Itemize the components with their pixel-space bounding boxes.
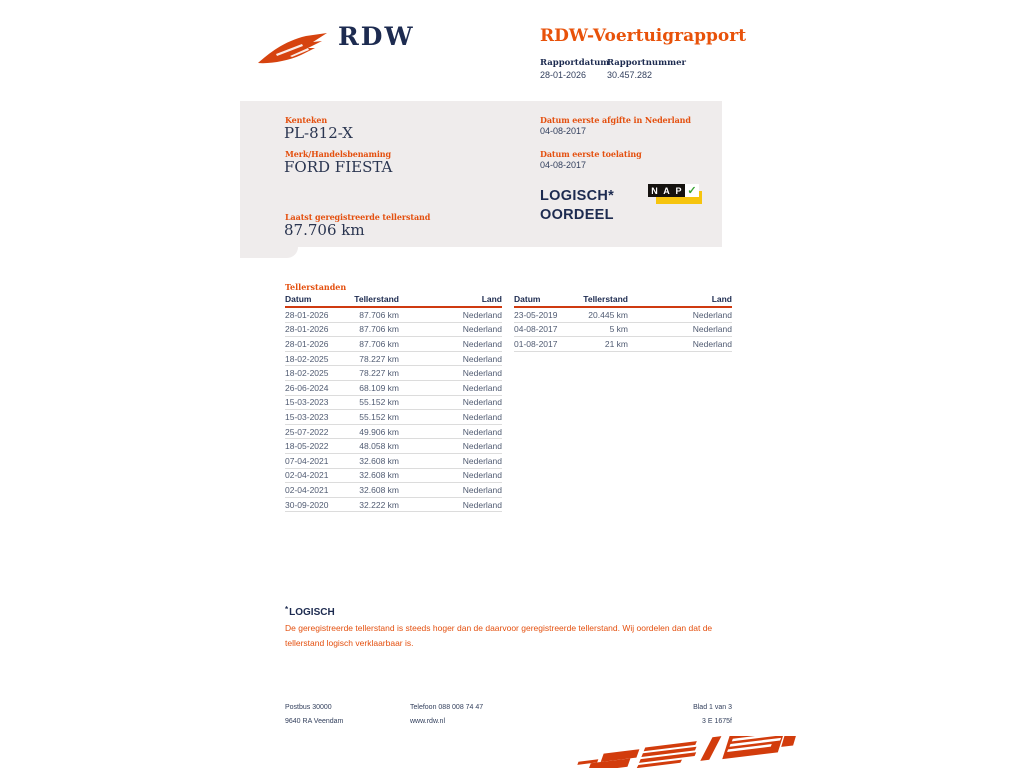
- oordeel-text: [540, 187, 614, 224]
- cell-land: Nederland: [462, 499, 502, 510]
- cell-land: Nederland: [462, 338, 502, 349]
- col-datum: Datum: [285, 294, 312, 304]
- table-row: [285, 366, 502, 381]
- footer-address-line2: 9640 RA Veendam: [285, 718, 344, 725]
- footer-form-code: 3 E 1675f: [702, 718, 732, 725]
- rdw-logo-text: RDW: [338, 22, 415, 51]
- cell-tellerstand: 5 km: [609, 324, 628, 335]
- cell-tellerstand: 78.227 km: [359, 368, 399, 379]
- table-row: [285, 425, 502, 440]
- cell-tellerstand: 32.222 km: [359, 499, 399, 510]
- cell-land: Nederland: [462, 426, 502, 437]
- cell-tellerstand: 49.906 km: [359, 426, 399, 437]
- tellerstanden-table-left: [285, 291, 502, 512]
- report-date-label: Rapportdatum: [540, 58, 610, 68]
- tellerstanden-section-title: Tellerstanden: [285, 282, 347, 292]
- col-datum: Datum: [514, 294, 541, 304]
- table-row: [285, 439, 502, 454]
- report-date-value: 28-01-2026: [540, 70, 587, 80]
- table-row: [285, 410, 502, 425]
- cell-land: Nederland: [462, 411, 502, 422]
- col-land: Land: [481, 294, 502, 304]
- nap-letter-n: N: [648, 184, 661, 197]
- cell-tellerstand: 21 km: [604, 338, 628, 349]
- footer-website: www.rdw.nl: [410, 718, 446, 725]
- cell-datum: 18-02-2025: [285, 368, 329, 379]
- table-row: [285, 498, 502, 513]
- footer-contact: [410, 701, 483, 729]
- tellerstand-label: Laatst geregistreerde tellerstand: [285, 212, 431, 222]
- cell-datum: 01-08-2017: [514, 338, 558, 349]
- cell-land: Nederland: [462, 353, 502, 364]
- cell-datum: 26-06-2024: [285, 382, 329, 393]
- afgifte-label: Datum eerste afgifte in Nederland: [540, 115, 691, 125]
- footnote-asterisk: *: [285, 605, 289, 614]
- toelating-value: 04-08-2017: [540, 160, 587, 170]
- cell-tellerstand: 87.706 km: [359, 324, 399, 335]
- cell-tellerstand: 87.706 km: [359, 338, 399, 349]
- cell-land: Nederland: [462, 484, 502, 495]
- table-row: [285, 469, 502, 484]
- cell-tellerstand: 78.227 km: [359, 353, 399, 364]
- footer-page-number: Blad 1 van 3: [693, 704, 732, 711]
- report-number-value: 30.457.282: [607, 70, 653, 80]
- table-row: [285, 352, 502, 367]
- report-number-label: Rapportnummer: [607, 58, 686, 68]
- cell-tellerstand: 68.109 km: [359, 382, 399, 393]
- cell-land: Nederland: [462, 309, 502, 320]
- cell-tellerstand: 55.152 km: [359, 397, 399, 408]
- footer-page-info: [632, 701, 732, 729]
- table-row: [285, 396, 502, 411]
- report-title: RDW-Voertuigrapport: [540, 26, 747, 46]
- table-row: [514, 308, 732, 323]
- vehicle-info-panel-tab: [240, 247, 298, 258]
- toelating-label: Datum eerste toelating: [540, 149, 642, 159]
- footnote-title-text: LOGISCH: [289, 607, 335, 618]
- afgifte-value: 04-08-2017: [540, 126, 587, 136]
- cell-tellerstand: 32.608 km: [359, 455, 399, 466]
- cell-land: Nederland: [692, 309, 732, 320]
- cell-datum: 04-08-2017: [514, 324, 558, 335]
- table-row: [285, 381, 502, 396]
- cell-datum: 23-05-2019: [514, 309, 558, 320]
- cell-land: Nederland: [462, 368, 502, 379]
- kenteken-label: Kenteken: [285, 115, 328, 125]
- cell-datum: 15-03-2023: [285, 411, 329, 422]
- footnote-text: De geregistreerde tellerstand is steeds hoger dan de daarvoor geregistreerde tellerstand. Wij oordelen dan dat de tellerstand logisch verklaarbaar is.: [285, 623, 713, 648]
- cell-datum: 02-04-2021: [285, 470, 329, 481]
- col-tellerstand: Tellerstand: [354, 294, 399, 304]
- rdw-stripes-graphic: [548, 736, 800, 768]
- col-tellerstand: Tellerstand: [583, 294, 628, 304]
- nap-letter-p: P: [672, 184, 685, 197]
- table-header: [285, 291, 502, 308]
- cell-land: Nederland: [462, 397, 502, 408]
- oordeel-line2: OORDEEL: [540, 206, 614, 223]
- cell-datum: 18-05-2022: [285, 441, 329, 452]
- cell-datum: 28-01-2026: [285, 338, 329, 349]
- table-row: [285, 323, 502, 338]
- table-header: [514, 291, 732, 308]
- cell-datum: 28-01-2026: [285, 324, 329, 335]
- table-row: [514, 337, 732, 352]
- cell-tellerstand: 20.445 km: [588, 309, 628, 320]
- table-row: [514, 323, 732, 338]
- kenteken-value: PL-812-X: [284, 124, 353, 142]
- cell-land: Nederland: [462, 324, 502, 335]
- cell-land: Nederland: [462, 382, 502, 393]
- table-row: [285, 454, 502, 469]
- cell-land: Nederland: [462, 455, 502, 466]
- tellerstanden-table-right: [514, 291, 732, 352]
- cell-tellerstand: 48.058 km: [359, 441, 399, 452]
- footer-address: [285, 701, 343, 729]
- cell-tellerstand: 55.152 km: [359, 411, 399, 422]
- cell-datum: 28-01-2026: [285, 309, 329, 320]
- cell-land: Nederland: [692, 338, 732, 349]
- cell-tellerstand: 32.608 km: [359, 484, 399, 495]
- rdw-wing-logo-icon: [256, 28, 332, 66]
- cell-datum: 02-04-2021: [285, 484, 329, 495]
- table-row: [285, 483, 502, 498]
- cell-datum: 15-03-2023: [285, 397, 329, 408]
- nap-logo: [648, 184, 708, 206]
- table-row: [285, 337, 502, 352]
- cell-datum: 30-09-2020: [285, 499, 329, 510]
- footer-phone: Telefoon 088 008 74 47: [410, 704, 484, 711]
- cell-land: Nederland: [692, 324, 732, 335]
- merk-label: Merk/Handelsbenaming: [285, 149, 392, 159]
- cell-tellerstand: 87.706 km: [359, 309, 399, 320]
- merk-value: FORD FIESTA: [284, 158, 393, 176]
- oordeel-line1: LOGISCH*: [540, 188, 615, 204]
- cell-land: Nederland: [462, 441, 502, 452]
- cell-tellerstand: 32.608 km: [359, 470, 399, 481]
- col-land: Land: [711, 294, 732, 304]
- table-row: [285, 308, 502, 323]
- cell-datum: 25-07-2022: [285, 426, 329, 437]
- cell-datum: 18-02-2025: [285, 353, 329, 364]
- cell-datum: 07-04-2021: [285, 455, 329, 466]
- nap-check-icon: ✓: [685, 184, 699, 197]
- tellerstand-value: 87.706 km: [284, 221, 365, 239]
- nap-letter-a: A: [660, 184, 673, 197]
- footnote-title: [285, 605, 335, 618]
- cell-land: Nederland: [462, 470, 502, 481]
- footer-address-line1: Postbus 30000: [285, 704, 332, 711]
